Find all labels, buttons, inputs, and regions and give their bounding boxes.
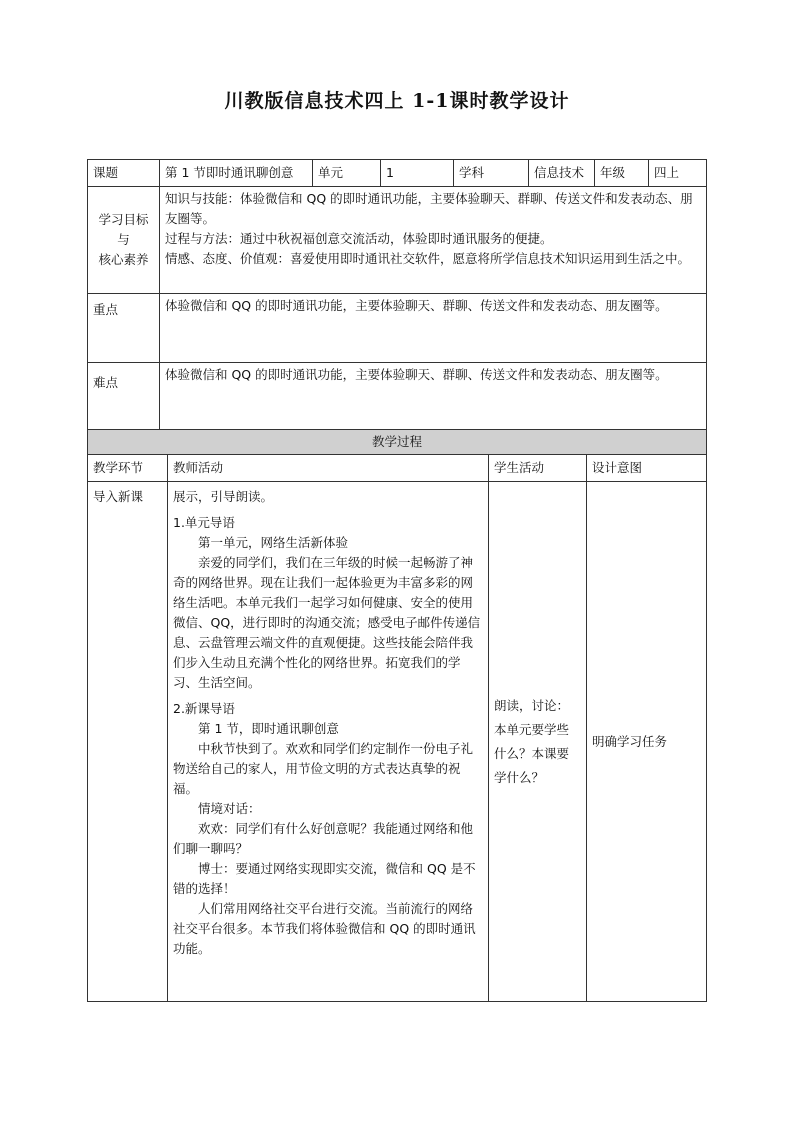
grade-value: 四上	[649, 160, 707, 187]
col-student: 学生活动	[489, 455, 587, 482]
section-1-subtitle: 第一单元，网络生活新体验	[198, 535, 349, 550]
student-activity: 朗读，讨论：本单元要学些什么？本课要学什么？	[489, 482, 587, 1002]
teacher-activity	[168, 482, 489, 1002]
section-2-title: 2.新课导语	[173, 701, 235, 716]
goals-row	[88, 187, 707, 294]
section-1-title: 1.单元导语	[173, 515, 235, 530]
difficulty-row	[88, 363, 707, 436]
difficulty-label: 难点	[88, 363, 160, 436]
process-row	[88, 482, 707, 1002]
teacher-intro: 展示，引导朗读。	[173, 489, 274, 504]
goal-emotion: 情感、态度、价值观：喜爱使用即时通讯社交软件，愿意将所学信息技术知识运用到生活之中。	[165, 251, 691, 266]
section-2-body: 中秋节快到了。欢欢和同学们约定制作一份电子礼物送给自己的家人，用节俭文明的方式表达真挚的祝福。	[173, 741, 474, 796]
subject-value: 信息技术	[529, 160, 595, 187]
stage-cell: 导入新课	[88, 482, 168, 1002]
section-2-subtitle: 第 1 节，即时通讯聊创意	[198, 721, 339, 736]
grade-label: 年级	[595, 160, 649, 187]
key-point-label: 重点	[88, 294, 160, 363]
difficulty-text: 体验微信和 QQ 的即时通讯功能，主要体验聊天、群聊、传送文件和发表动态、朋友圈等。	[160, 363, 707, 436]
col-intent: 设计意图	[587, 455, 707, 482]
process-table	[87, 429, 707, 1002]
dialog-doctor: 博士：要通过网络实现即实交流，微信和 QQ 是不错的选择！	[173, 861, 476, 896]
design-intent: 明确学习任务	[587, 482, 707, 1002]
process-header-row	[88, 430, 707, 455]
unit-value: 1	[381, 160, 454, 187]
page-title: 川教版信息技术四上 1-1课时教学设计	[224, 90, 570, 112]
key-point-text: 体验微信和 QQ 的即时通讯功能，主要体验聊天、群聊、传送文件和发表动态、朋友圈等。	[160, 294, 707, 363]
goal-process: 过程与方法：通过中秋祝福创意交流活动，体验即时通讯服务的便捷。	[165, 231, 553, 246]
closing-text: 人们常用网络社交平台进行交流。当前流行的网络社交平台很多。本节我们将体验微信和 QQ 的即时通讯功能。	[173, 901, 476, 956]
key-point-row	[88, 294, 707, 363]
goals-label: 学习目标 与 核心素养	[88, 187, 160, 294]
section-1-body: 亲爱的同学们，我们在三年级的时候一起畅游了神奇的网络世界。现在让我们一起体验更为丰富多彩的网络生活吧。本单元我们一起学习如何健康、安全的使用微信、QQ，进行即时的沟通交流；感受电子邮件传递信息、云盘管理云端文件的直观便捷。这些技能会陪伴我们步入生动且充满个性化的网络世界。拓宽我们的学习、生活空间。	[173, 555, 481, 690]
info-table	[87, 159, 707, 436]
process-header: 教学过程	[88, 430, 707, 455]
info-row	[88, 160, 707, 187]
topic-value: 第 1 节即时通讯聊创意	[160, 160, 313, 187]
goals-content	[160, 187, 707, 294]
col-stage: 教学环节	[88, 455, 168, 482]
topic-label: 课题	[88, 160, 160, 187]
unit-label: 单元	[313, 160, 381, 187]
goal-knowledge: 知识与技能：体验微信和 QQ 的即时通讯功能，主要体验聊天、群聊、传送文件和发表动态、朋友圈等。	[165, 191, 693, 226]
process-columns-row	[88, 455, 707, 482]
subject-label: 学科	[454, 160, 529, 187]
dialog-label: 情境对话：	[198, 801, 261, 816]
dialog-huanhuan: 欢欢：同学们有什么好创意呢？我能通过网络和他们聊一聊吗？	[173, 821, 474, 856]
col-teacher: 教师活动	[168, 455, 489, 482]
